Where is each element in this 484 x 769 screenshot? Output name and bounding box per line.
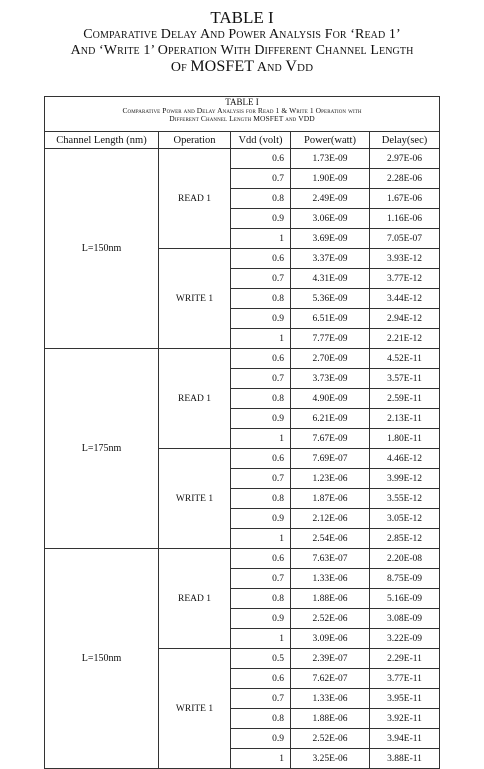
delay-cell: 3.88E-11 [370, 749, 440, 769]
delay-cell: 3.93E-12 [370, 249, 440, 269]
vdd-cell: 0.7 [231, 469, 291, 489]
delay-cell: 1.80E-11 [370, 429, 440, 449]
header-delay: Delay(sec) [370, 132, 440, 149]
vdd-cell: 0.6 [231, 449, 291, 469]
operation-cell: READ 1 [159, 549, 231, 649]
power-cell: 6.51E-09 [291, 309, 370, 329]
power-cell: 3.37E-09 [291, 249, 370, 269]
vdd-cell: 0.5 [231, 649, 291, 669]
header-vdd: Vdd (volt) [231, 132, 291, 149]
delay-cell: 2.59E-11 [370, 389, 440, 409]
power-cell: 7.63E-07 [291, 549, 370, 569]
header-operation: Operation [159, 132, 231, 149]
delay-cell: 3.44E-12 [370, 289, 440, 309]
document-page [0, 8, 484, 764]
delay-cell: 7.05E-07 [370, 229, 440, 249]
delay-cell: 4.46E-12 [370, 449, 440, 469]
operation-cell: WRITE 1 [159, 649, 231, 769]
power-cell: 3.09E-06 [291, 629, 370, 649]
vdd-cell: 0.7 [231, 169, 291, 189]
table-row [45, 149, 440, 169]
table-row [45, 349, 440, 369]
delay-cell: 3.77E-12 [370, 269, 440, 289]
table-header-row [45, 132, 440, 149]
power-cell: 2.12E-06 [291, 509, 370, 529]
power-cell: 1.33E-06 [291, 689, 370, 709]
vdd-cell: 0.6 [231, 149, 291, 169]
heading-line-2: And ‘Write 1’ Operation With Different Channel Length [70, 42, 414, 58]
power-cell: 2.52E-06 [291, 729, 370, 749]
table-caption-number: TABLE I [225, 97, 259, 107]
vdd-cell: 0.8 [231, 709, 291, 729]
delay-cell: 2.20E-08 [370, 549, 440, 569]
heading-line-3-vdd: Vdd [285, 58, 314, 76]
power-cell: 7.77E-09 [291, 329, 370, 349]
delay-cell: 3.94E-11 [370, 729, 440, 749]
delay-cell: 3.08E-09 [370, 609, 440, 629]
power-cell: 3.06E-09 [291, 209, 370, 229]
vdd-cell: 0.8 [231, 289, 291, 309]
power-cell: 2.54E-06 [291, 529, 370, 549]
operation-cell: WRITE 1 [159, 249, 231, 349]
heading-table-number: TABLE I [210, 8, 274, 27]
vdd-cell: 1 [231, 429, 291, 449]
header-power: Power(watt) [291, 132, 370, 149]
vdd-cell: 0.6 [231, 669, 291, 689]
delay-cell: 2.97E-06 [370, 149, 440, 169]
delay-cell: 3.95E-11 [370, 689, 440, 709]
power-cell: 1.73E-09 [291, 149, 370, 169]
delay-cell: 2.13E-11 [370, 409, 440, 429]
power-cell: 1.87E-06 [291, 489, 370, 509]
delay-cell: 2.29E-11 [370, 649, 440, 669]
table-body [45, 149, 440, 769]
document-heading [0, 8, 484, 76]
delay-cell: 5.16E-09 [370, 589, 440, 609]
vdd-cell: 1 [231, 529, 291, 549]
vdd-cell: 0.7 [231, 569, 291, 589]
vdd-cell: 0.8 [231, 489, 291, 509]
channel-length-cell: L=175nm [45, 349, 159, 549]
delay-cell: 1.67E-06 [370, 189, 440, 209]
header-channel-length: Channel Length (nm) [45, 132, 159, 149]
vdd-cell: 0.8 [231, 389, 291, 409]
vdd-cell: 1 [231, 229, 291, 249]
delay-cell: 2.28E-06 [370, 169, 440, 189]
power-cell: 2.49E-09 [291, 189, 370, 209]
power-cell: 5.36E-09 [291, 289, 370, 309]
vdd-cell: 1 [231, 329, 291, 349]
heading-line-3-part-c: And [254, 60, 286, 76]
table-row [45, 549, 440, 569]
power-cell: 2.39E-07 [291, 649, 370, 669]
heading-line-3-part-a: Of [170, 60, 191, 76]
analysis-table [44, 96, 440, 769]
power-cell: 7.62E-07 [291, 669, 370, 689]
power-cell: 4.90E-09 [291, 389, 370, 409]
vdd-cell: 1 [231, 749, 291, 769]
delay-cell: 3.05E-12 [370, 509, 440, 529]
power-cell: 4.31E-09 [291, 269, 370, 289]
heading-line-3-mosfet: MOSFET [190, 58, 255, 76]
delay-cell: 3.57E-11 [370, 369, 440, 389]
vdd-cell: 0.8 [231, 189, 291, 209]
delay-cell: 3.99E-12 [370, 469, 440, 489]
vdd-cell: 0.7 [231, 269, 291, 289]
power-cell: 7.67E-09 [291, 429, 370, 449]
power-cell: 3.69E-09 [291, 229, 370, 249]
table-caption [45, 97, 440, 132]
table-caption-line-2: Different Channel Length MOSFET and VDD [169, 114, 315, 124]
power-cell: 1.88E-06 [291, 709, 370, 729]
power-cell: 1.90E-09 [291, 169, 370, 189]
delay-cell: 3.55E-12 [370, 489, 440, 509]
vdd-cell: 0.6 [231, 549, 291, 569]
vdd-cell: 0.9 [231, 209, 291, 229]
power-cell: 3.25E-06 [291, 749, 370, 769]
vdd-cell: 0.9 [231, 309, 291, 329]
power-cell: 2.52E-06 [291, 609, 370, 629]
vdd-cell: 0.7 [231, 689, 291, 709]
heading-line-3 [0, 58, 484, 76]
power-cell: 2.70E-09 [291, 349, 370, 369]
power-cell: 1.33E-06 [291, 569, 370, 589]
vdd-cell: 0.9 [231, 509, 291, 529]
vdd-cell: 0.9 [231, 409, 291, 429]
delay-cell: 8.75E-09 [370, 569, 440, 589]
delay-cell: 2.85E-12 [370, 529, 440, 549]
vdd-cell: 0.6 [231, 249, 291, 269]
channel-length-cell: L=150nm [45, 549, 159, 769]
power-cell: 1.23E-06 [291, 469, 370, 489]
power-cell: 6.21E-09 [291, 409, 370, 429]
delay-cell: 3.77E-11 [370, 669, 440, 689]
vdd-cell: 0.8 [231, 589, 291, 609]
operation-cell: WRITE 1 [159, 449, 231, 549]
operation-cell: READ 1 [159, 149, 231, 249]
power-cell: 7.69E-07 [291, 449, 370, 469]
vdd-cell: 0.9 [231, 729, 291, 749]
delay-cell: 1.16E-06 [370, 209, 440, 229]
vdd-cell: 0.9 [231, 609, 291, 629]
delay-cell: 3.22E-09 [370, 629, 440, 649]
vdd-cell: 1 [231, 629, 291, 649]
vdd-cell: 0.7 [231, 369, 291, 389]
table-caption-line-1: Comparative Power and Delay Analysis for Read 1 & Write 1 Operation with [122, 106, 362, 116]
power-cell: 3.73E-09 [291, 369, 370, 389]
vdd-cell: 0.6 [231, 349, 291, 369]
delay-cell: 2.21E-12 [370, 329, 440, 349]
delay-cell: 4.52E-11 [370, 349, 440, 369]
delay-cell: 3.92E-11 [370, 709, 440, 729]
channel-length-cell: L=150nm [45, 149, 159, 349]
heading-line-1: Comparative Delay And Power Analysis For ‘Read 1’ [83, 27, 401, 43]
operation-cell: READ 1 [159, 349, 231, 449]
delay-cell: 2.94E-12 [370, 309, 440, 329]
power-cell: 1.88E-06 [291, 589, 370, 609]
